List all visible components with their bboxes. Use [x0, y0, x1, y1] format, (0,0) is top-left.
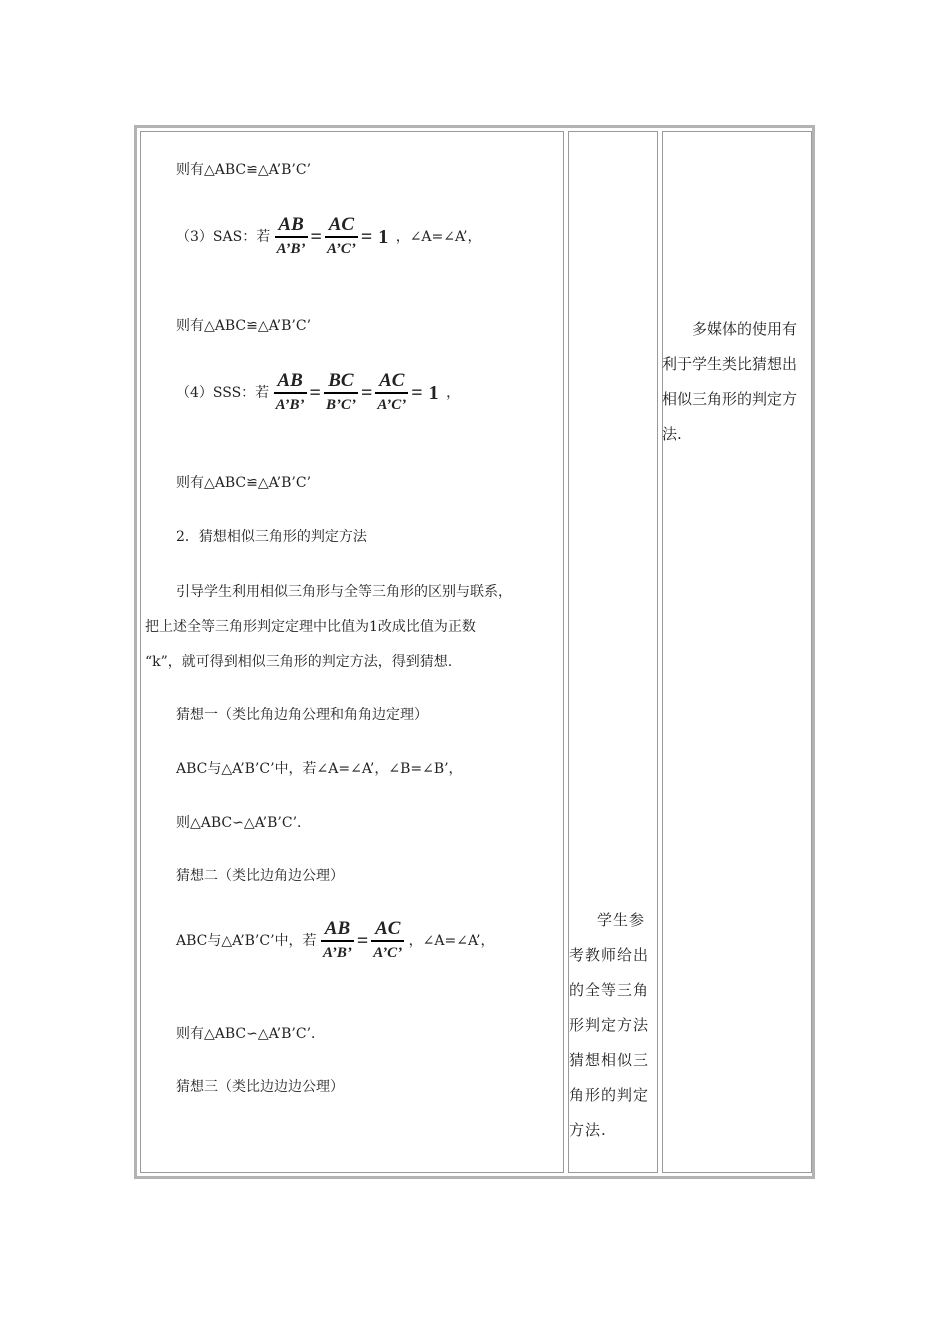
- sss-prefix: （4）SSS：若: [176, 385, 270, 401]
- text-line: 的全等三角: [569, 981, 650, 999]
- fraction-numerator: AB: [321, 918, 354, 942]
- conjecture-two-condition: [176, 918, 494, 964]
- conjecture-one-title: 猜想一（类比角边角公理和角角边定理）: [176, 707, 428, 723]
- text-line: 方法.: [569, 1121, 607, 1139]
- sas-fraction-ac: [325, 214, 358, 260]
- student-activity-text: [569, 903, 655, 1148]
- sas-condition: [176, 214, 482, 260]
- g2-fraction-ac: [371, 918, 404, 964]
- conjecture-two-conclusion: 则有△ABC∽△A’B’C’．: [176, 1026, 326, 1042]
- equals-sign: =: [310, 226, 322, 248]
- ratio-one: 1: [428, 382, 439, 404]
- text-line: 学生参: [597, 911, 646, 929]
- text-line: 角形的判定: [569, 1086, 650, 1104]
- design-intent-text: [662, 312, 810, 452]
- text-line: 形判定方法: [569, 1016, 650, 1034]
- paragraph-line: 引导学生利用相似三角形与全等三角形的区别与联系，: [176, 584, 512, 600]
- sss-fraction-ab: [274, 370, 307, 416]
- sss-suffix: ，: [446, 385, 461, 401]
- fraction-denominator: A’B’: [323, 945, 352, 961]
- equals-sign: =: [411, 382, 423, 404]
- text-line: 利于学生类比猜想出: [662, 355, 798, 373]
- sas-prefix: （3）SAS：若: [176, 229, 271, 245]
- fraction-denominator: A’C’: [326, 241, 356, 257]
- sss-condition: [176, 370, 460, 416]
- text-line: 猜想相似三: [569, 1051, 650, 1069]
- text-line: 法.: [662, 425, 682, 443]
- fraction-numerator: BC: [324, 370, 358, 394]
- fraction-numerator: AC: [371, 918, 404, 942]
- equals-sign: =: [360, 226, 373, 248]
- ratio-one: 1: [378, 226, 389, 248]
- fraction-numerator: AB: [274, 370, 307, 394]
- g2-prefix: ABC与△A’B’C’中，若: [176, 933, 317, 949]
- g2-fraction-ab: [321, 918, 354, 964]
- fraction-denominator: A’B’: [275, 397, 305, 413]
- section-heading: 2．猜想相似三角形的判定方法: [176, 529, 367, 545]
- paragraph-line: “k”，就可得到相似三角形的判定方法，得到猜想.: [145, 654, 453, 670]
- fraction-numerator: AC: [325, 214, 358, 238]
- sas-fraction-ab: [275, 214, 308, 260]
- paragraph-line: 把上述全等三角形判定定理中比值为1改成比值为正数: [145, 619, 476, 635]
- equals-sign: =: [309, 382, 321, 404]
- fraction-numerator: AC: [375, 370, 408, 394]
- asa-conclusion: 则有△ABC≌△A’B’C’: [176, 162, 312, 178]
- conjecture-one-condition: ABC与△A’B’C’中，若∠A=∠A’，∠B=∠B’，: [176, 761, 463, 777]
- conjecture-two-title: 猜想二（类比边角边公理）: [176, 868, 344, 884]
- sas-suffix: ，∠A=∠A’，: [395, 229, 482, 245]
- fraction-denominator: A’C’: [377, 397, 407, 413]
- sss-conclusion: 则有△ABC≌△A’B’C’: [176, 475, 312, 491]
- equals-sign: =: [360, 382, 373, 404]
- equals-sign: =: [356, 930, 369, 952]
- sas-conclusion: 则有△ABC≌△A’B’C’: [176, 318, 312, 334]
- text-line: 考教师给出: [569, 946, 650, 964]
- conjecture-one-conclusion: 则△ABC∽△A’B’C’．: [176, 815, 312, 831]
- fraction-denominator: A’C’: [373, 945, 403, 961]
- text-line: 相似三角形的判定方: [662, 390, 798, 408]
- conjecture-three-title: 猜想三（类比边边边公理）: [176, 1079, 344, 1095]
- design-intent-cell: [662, 131, 812, 1173]
- fraction-denominator: B’C’: [325, 397, 356, 413]
- fraction-numerator: AB: [275, 214, 308, 238]
- g2-suffix: ，∠A=∠A’，: [408, 933, 495, 949]
- sss-fraction-bc: [324, 370, 358, 416]
- sss-fraction-ac: [375, 370, 408, 416]
- text-line: 多媒体的使用有: [692, 320, 798, 338]
- fraction-denominator: A’B’: [276, 241, 306, 257]
